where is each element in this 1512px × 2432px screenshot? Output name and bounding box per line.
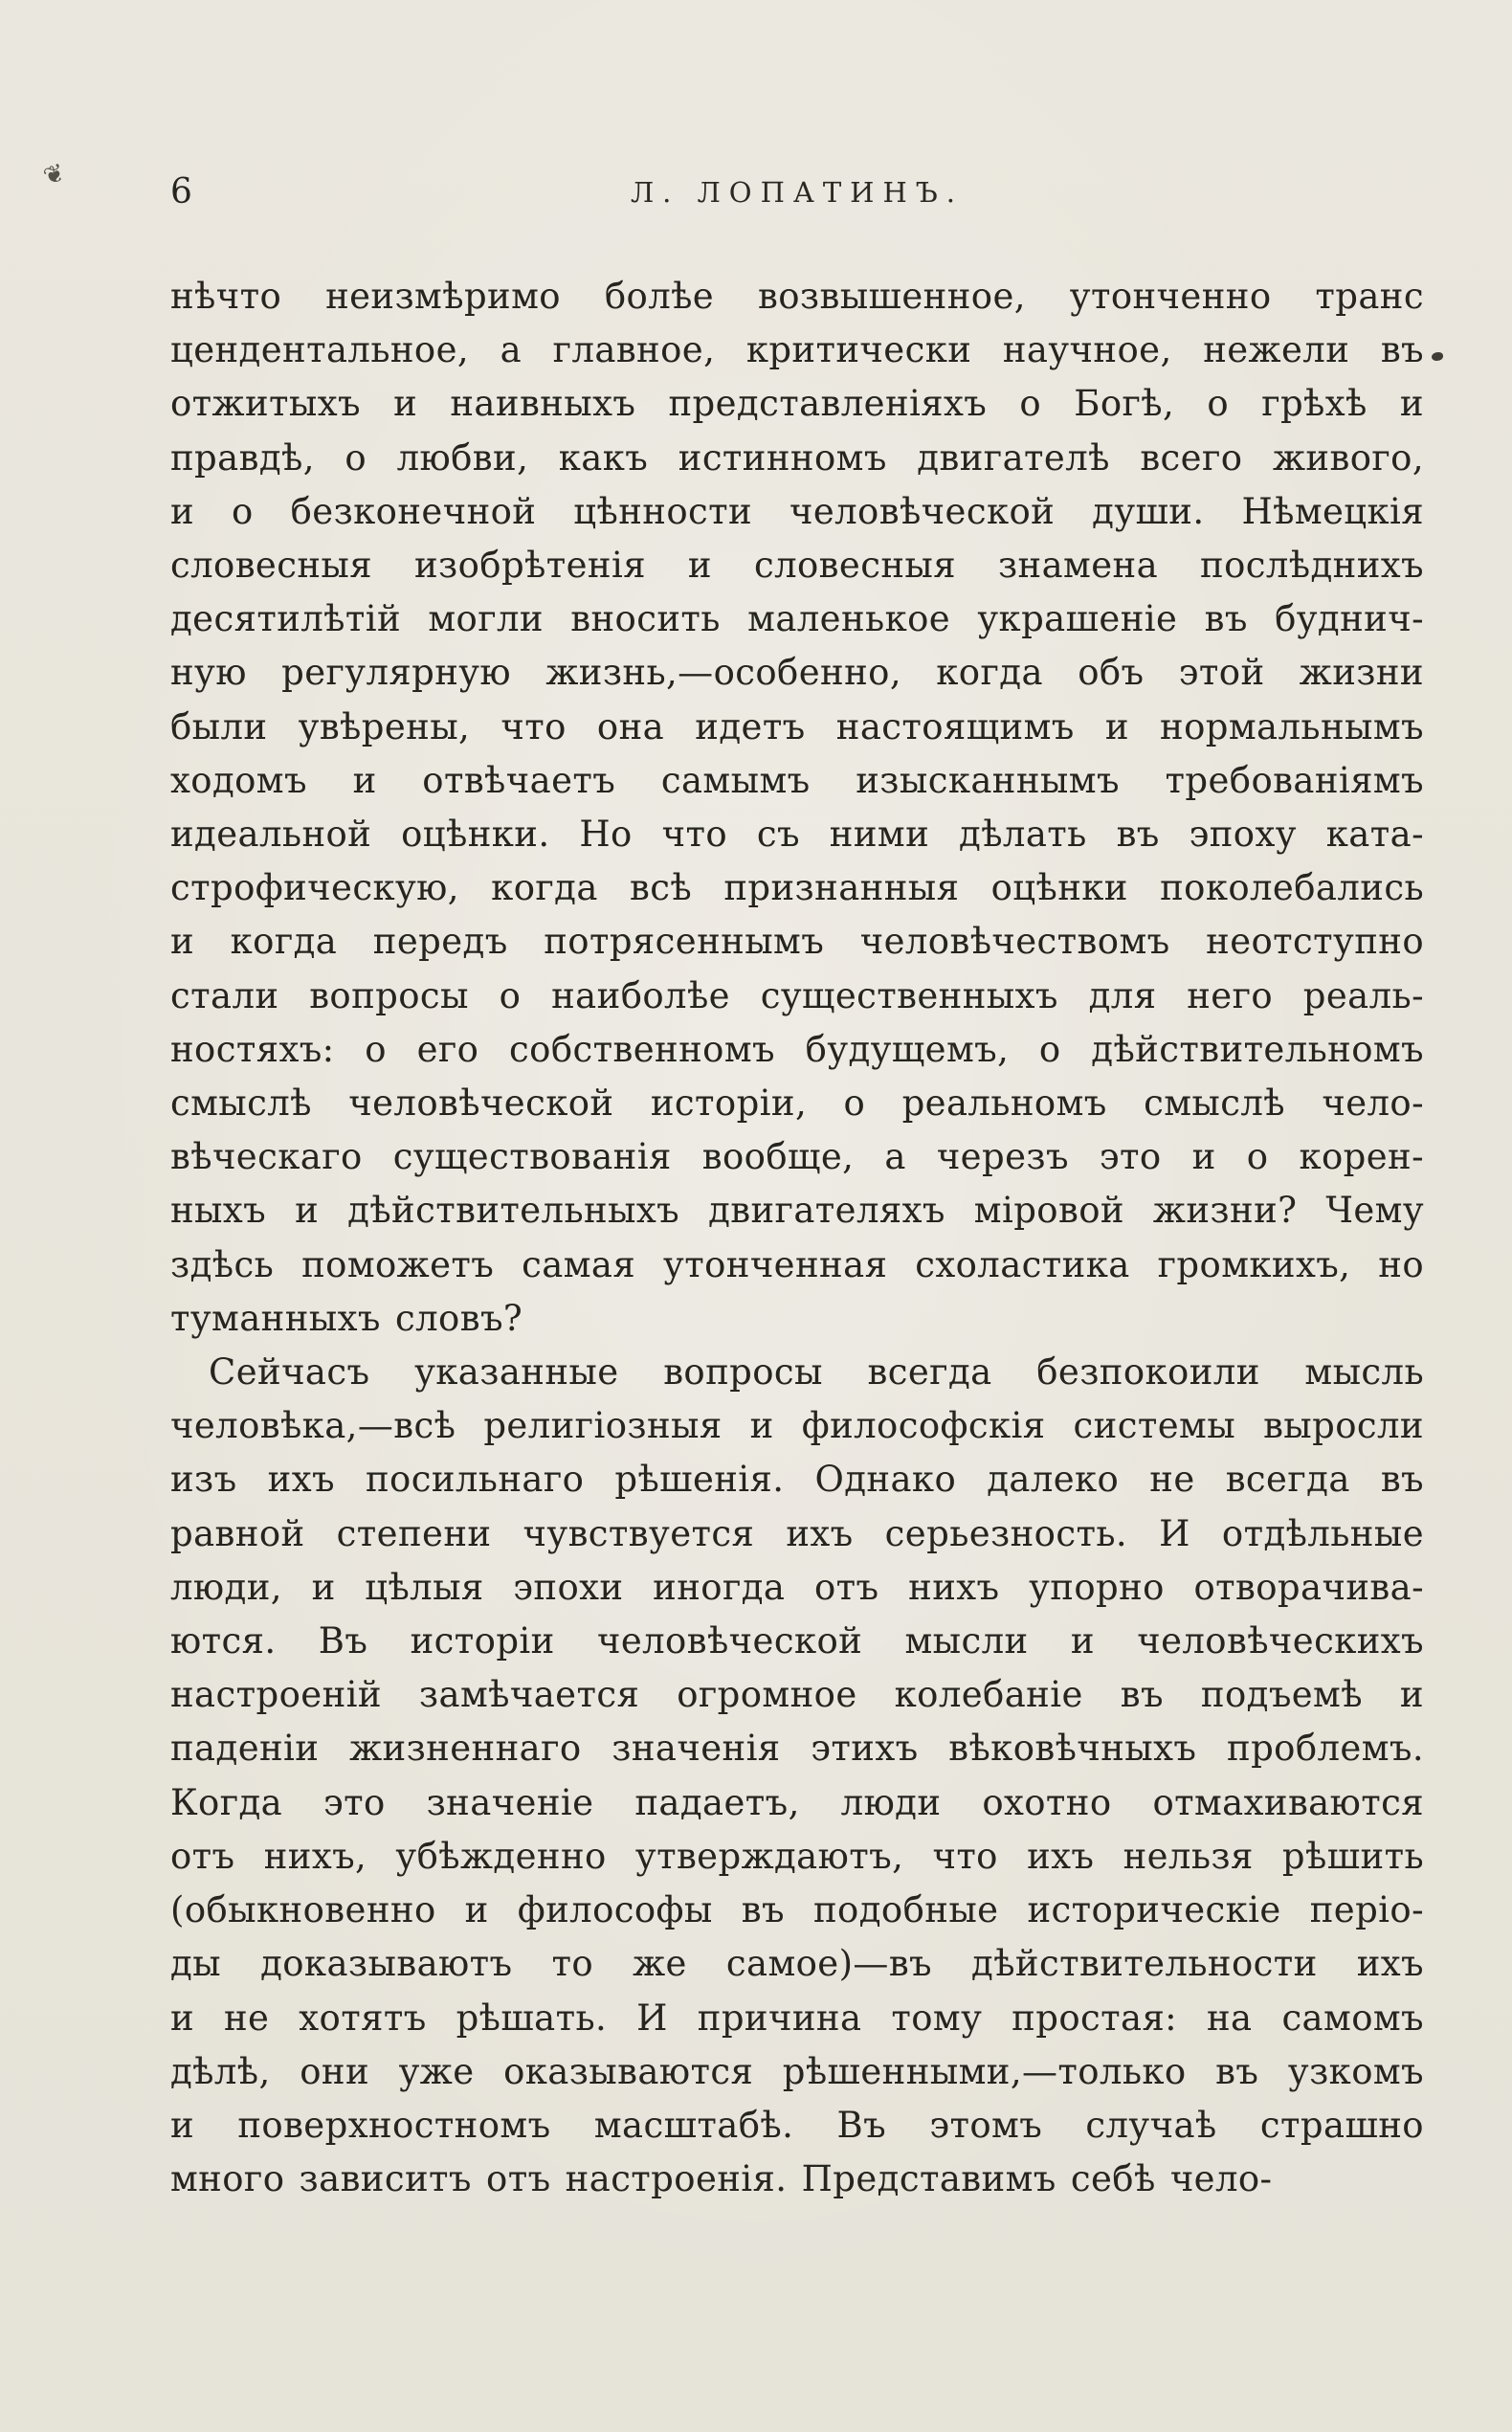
text-line: словесныя изобрѣтенія и словесныя знамена послѣднихъ	[170, 545, 1424, 587]
text-line: туманныхъ словъ?	[170, 1297, 523, 1339]
page-header	[170, 170, 1424, 228]
text-line: стали вопросы о наиболѣе существенныхъ для него реаль-	[170, 974, 1424, 1016]
page-number: 6	[170, 172, 193, 212]
text-line: смыслѣ человѣческой исторіи, о реальномъ смыслѣ чело-	[170, 1082, 1424, 1125]
text-line: идеальной оцѣнки. Но что съ ними дѣлать въ эпоху ката-	[170, 814, 1424, 856]
text-block	[170, 270, 1424, 2206]
text-line: паденіи жизненнаго значенія этихъ вѣковѣчныхъ проблемъ.	[170, 1728, 1424, 1770]
text-line: Когда это значеніе падаетъ, люди охотно отмахиваются	[170, 1781, 1424, 1823]
text-line: отжитыхъ и наивныхъ представленіяхъ о Богѣ, о грѣхѣ и	[170, 383, 1424, 425]
text-line: (обыкновенно и философы въ подобные историческіе періо-	[170, 1889, 1424, 1931]
text-line: ды доказываютъ то же самое)—въ дѣйствительности ихъ	[170, 1943, 1424, 1985]
text-line: люди, и цѣлыя эпохи иногда отъ нихъ упорно отворачива-	[170, 1566, 1424, 1608]
paragraph	[170, 270, 1424, 1346]
text-line: ются. Въ исторіи человѣческой мысли и человѣческихъ	[170, 1620, 1424, 1662]
text-line: здѣсь поможетъ самая утонченная схоластика громкихъ, но	[170, 1243, 1424, 1285]
text-line: ныхъ и дѣйствительныхъ двигателяхъ міровой жизни? Чему	[170, 1190, 1424, 1232]
text-line: нѣчто неизмѣримо болѣе возвышенное, утонченно транс	[170, 276, 1424, 317]
ink-mark-ornament: ❦	[39, 158, 70, 192]
text-line: ностяхъ: о его собственномъ будущемъ, о дѣйствительномъ	[170, 1028, 1424, 1070]
text-line: изъ ихъ посильнаго рѣшенія. Однако далеко не всегда въ	[170, 1459, 1424, 1501]
text-line: вѣческаго существованія вообще, а черезъ это и о корен-	[170, 1136, 1424, 1178]
text-line: и когда передъ потрясеннымъ человѣчествомъ неотступно	[170, 921, 1424, 963]
text-line: настроеній замѣчается огромное колебаніе въ подъемѣ и	[170, 1674, 1424, 1716]
text-line: были увѣрены, что она идетъ настоящимъ и нормальнымъ	[170, 705, 1424, 747]
ink-speck	[1432, 352, 1443, 361]
text-line: дѣлѣ, они уже оказываются рѣшенными,—только въ узкомъ	[170, 2050, 1424, 2092]
text-line: отъ нихъ, убѣжденно утверждаютъ, что ихъ нельзя рѣшить	[170, 1835, 1424, 1877]
text-line: много зависитъ отъ настроенія. Представимъ себѣ чело-	[170, 2158, 1273, 2200]
text-line: и о безконечной цѣнности человѣческой души. Нѣмецкія	[170, 490, 1424, 532]
text-line: равной степени чувствуется ихъ серьезность. И отдѣльные	[170, 1512, 1424, 1554]
text-line: цендентальное, а главное, критически научное, нежели въ	[170, 329, 1424, 371]
text-line: и не хотятъ рѣшать. И причина тому простая: на самомъ	[170, 1997, 1424, 2039]
text-line: Сейчасъ указанные вопросы всегда безпокоили мысль	[209, 1351, 1424, 1394]
text-line: ную регулярную жизнь,—особенно, когда объ этой жизни	[170, 652, 1424, 694]
running-header-title: Л. ЛОПАТИНЪ.	[630, 176, 965, 209]
text-line: ходомъ и отвѣчаетъ самымъ изысканнымъ требованіямъ	[170, 759, 1424, 801]
text-line: десятилѣтій могли вносить маленькое украшеніе въ буднич-	[170, 598, 1424, 640]
text-line: строфическую, когда всѣ признанныя оцѣнки поколебались	[170, 867, 1424, 909]
text-line: человѣка,—всѣ религіозныя и философскія системы выросли	[170, 1405, 1424, 1447]
text-line: правдѣ, о любви, какъ истинномъ двигателѣ всего живого,	[170, 436, 1424, 479]
text-line: и поверхностномъ масштабѣ. Въ этомъ случаѣ страшно	[170, 2104, 1424, 2146]
paragraph	[170, 1346, 1424, 2206]
